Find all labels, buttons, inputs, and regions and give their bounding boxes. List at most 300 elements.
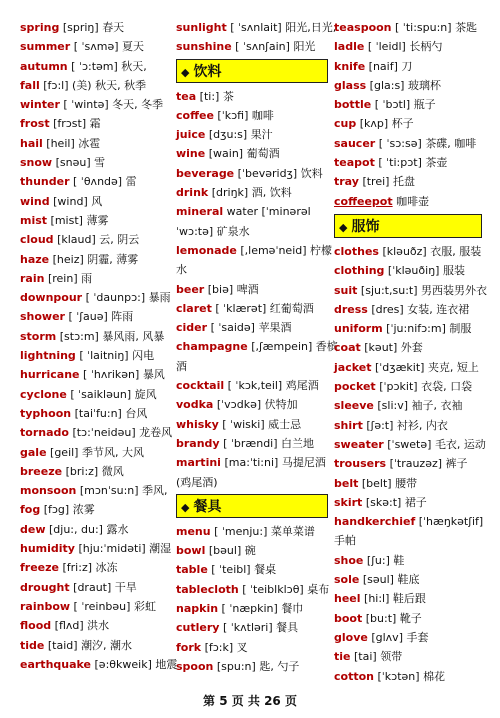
vocab-entry xyxy=(334,396,482,415)
phonetic: [taiˈfu:n] xyxy=(74,406,122,420)
phonetic: [ ˈbrændi] xyxy=(223,436,278,450)
vocab-entry xyxy=(334,261,482,280)
phonetic: [frɔst] xyxy=(53,117,87,131)
vocab-entry xyxy=(20,404,172,423)
chinese-meaning: 茶碟, 咖啡 xyxy=(425,136,477,150)
vocab-entry xyxy=(176,106,328,125)
phonetic: [ ˈkʌtləri] xyxy=(222,621,273,635)
chinese-meaning: 香槟 xyxy=(315,340,338,354)
chinese-meaning: 秋天, xyxy=(121,59,147,73)
diamond-icon: ◆ xyxy=(181,65,190,79)
phonetic: [ʃə:t] xyxy=(366,418,394,432)
english-word: whisky xyxy=(176,417,219,431)
english-word: sunshine xyxy=(176,40,232,54)
chinese-meaning: 雷 xyxy=(125,175,137,189)
chinese-meaning: 饮料 xyxy=(300,166,323,180)
phonetic: [ ˈteibl] xyxy=(211,563,251,577)
english-word: clothes xyxy=(334,244,379,258)
phonetic: [fɔ:l] xyxy=(43,78,69,92)
phonetic: [ ˈθʌndə] xyxy=(73,175,123,189)
chinese-meaning: 风 xyxy=(91,194,103,208)
chinese-meaning: 暴雨 xyxy=(148,291,171,305)
vocab-entry xyxy=(20,153,172,172)
english-word: beer xyxy=(176,282,205,296)
phonetic: [ˈtrauzəz] xyxy=(389,457,443,471)
english-word: knife xyxy=(334,59,366,73)
chinese-meaning: 洪水 xyxy=(87,619,110,633)
vocab-entry xyxy=(334,435,486,454)
english-word: pocket xyxy=(334,380,376,394)
english-word: sleeve xyxy=(334,399,374,413)
english-word: freeze xyxy=(20,561,59,575)
section-title: 饮料 xyxy=(193,63,222,80)
chinese-meaning: 衣袋, 口袋 xyxy=(421,380,473,394)
vocab-entry xyxy=(176,395,328,414)
phonetic: [ ˈwiski] xyxy=(222,417,265,431)
phonetic: [glʌv] xyxy=(371,630,403,644)
section-header-drinks xyxy=(176,59,328,83)
vocab-entry xyxy=(334,300,482,319)
chinese-meaning: 瓶子 xyxy=(413,98,436,112)
vocab-entry xyxy=(176,280,328,299)
vocab-entry xyxy=(20,211,172,230)
phonetic: [ ˈʃauə] xyxy=(68,310,108,324)
chinese-meaning: 鞋 xyxy=(393,553,405,567)
phonetic: [ ˈreinbəu] xyxy=(73,599,131,613)
english-word: glass xyxy=(334,78,367,92)
chinese-meaning: 衬衫, 内衣 xyxy=(396,418,448,432)
phonetic: [ˈkɔtən] xyxy=(377,669,420,683)
vocab-entry xyxy=(334,570,482,589)
english-word: teapot xyxy=(334,156,375,170)
english-word: fog xyxy=(20,503,41,517)
phonetic: [ˈpɔkit] xyxy=(379,380,418,394)
english-word: trousers xyxy=(334,457,387,471)
chinese-meaning: 白兰地 xyxy=(281,436,315,450)
chinese-meaning: 鞋底 xyxy=(397,573,420,587)
english-word: cider xyxy=(176,321,208,335)
chinese-meaning: 手套 xyxy=(406,630,429,644)
column-2 xyxy=(176,18,338,676)
vocab-entry xyxy=(20,18,172,37)
phonetic: [fɔ:k] xyxy=(204,640,234,654)
english-word: bowl xyxy=(176,544,206,558)
english-word: coat xyxy=(334,341,361,355)
english-word: suit xyxy=(334,283,358,297)
english-word: mineral xyxy=(176,205,224,219)
chinese-meaning: 衣服, 服装 xyxy=(430,244,482,258)
vocab-entry xyxy=(176,241,333,260)
chinese-meaning: 碗 xyxy=(244,544,256,558)
english-word: brandy xyxy=(176,436,220,450)
chinese-meaning: 咖啡 xyxy=(251,108,274,122)
english-word: tide xyxy=(20,638,45,652)
vocab-entry xyxy=(20,346,172,365)
english-word: hail xyxy=(20,136,43,150)
phonetic: [ʃu:] xyxy=(366,553,390,567)
phonetic: [skə:t] xyxy=(365,495,402,509)
vocab-entry xyxy=(176,260,328,279)
chinese-meaning: 杯子 xyxy=(391,117,414,131)
english-word: hurricane xyxy=(20,368,80,382)
phonetic: [mɔnˈsu:n] xyxy=(79,484,139,498)
phonetic: [ə:θkweik] xyxy=(94,657,152,671)
phonetic: [ ˈsʌnlait] xyxy=(230,21,282,34)
chinese-meaning: 棉花 xyxy=(423,669,446,683)
phonetic: [sju:t,su:t] xyxy=(360,283,418,297)
phonetic: [ˈkɔfi] xyxy=(217,108,249,122)
phonetic: [naif] xyxy=(368,59,398,73)
chinese-meaning: 露水 xyxy=(106,522,129,536)
english-word: coffee xyxy=(176,108,214,122)
chinese-meaning: 雨 xyxy=(81,271,93,285)
chinese-meaning: 潮汐, 潮水 xyxy=(81,638,133,652)
chinese-meaning: 玻璃杯 xyxy=(407,78,441,92)
phonetic: [ ˈnæpkin] xyxy=(221,602,278,616)
vocab-entry xyxy=(176,18,337,37)
chinese-meaning: 雪 xyxy=(94,156,106,170)
weather-continued-list xyxy=(176,18,337,57)
chinese-meaning: 餐具 xyxy=(276,621,299,635)
english-word: sunlight xyxy=(176,21,227,34)
phonetic: [ ˈsaidə] xyxy=(210,321,255,335)
vocab-entry xyxy=(176,522,328,541)
english-word: cup xyxy=(334,117,357,131)
english-word: martini xyxy=(176,456,221,470)
phonetic: [rein] xyxy=(47,271,78,285)
chinese-meaning: 阳光,日光, xyxy=(285,21,337,34)
vocab-entry xyxy=(20,481,172,500)
phonetic: [hi:l] xyxy=(364,592,390,606)
chinese-meaning: 茶匙 xyxy=(455,21,478,34)
phonetic: [ ˈsɔ:sə] xyxy=(378,136,422,150)
vocab-entry xyxy=(334,474,482,493)
chinese-meaning: 阴霾, 薄雾 xyxy=(87,252,139,266)
vocab-entry xyxy=(20,250,172,269)
vocab-entry xyxy=(334,76,482,95)
phonetic: [ ˈɔ:təm] xyxy=(71,59,118,73)
phonetic: [ ˈsaikləun] xyxy=(70,387,132,401)
vocab-entry xyxy=(20,616,172,635)
vocab-entry xyxy=(20,307,172,326)
drinks-list xyxy=(176,87,338,492)
phonetic: [heiz] xyxy=(52,252,84,266)
vocab-entry xyxy=(176,318,328,337)
phonetic: [ ˈteiblklɔθ] xyxy=(242,582,304,596)
vocab-entry xyxy=(176,453,328,472)
phonetic: [ ˈlaitniŋ] xyxy=(79,349,129,363)
english-word: bottle xyxy=(334,98,372,112)
vocab-entry xyxy=(20,76,172,95)
dining-list xyxy=(176,522,328,676)
vocab-entry xyxy=(334,242,482,261)
english-word: winter xyxy=(20,98,60,112)
phonetic: [ ˈsʌmə] xyxy=(73,40,119,54)
chinese-meaning: 服装 xyxy=(442,264,465,278)
english-word: coffeepot xyxy=(334,194,393,208)
chinese-meaning: 矿泉水 xyxy=(216,224,250,238)
english-word: handkerchief xyxy=(334,515,416,529)
chinese-meaning: 浓雾 xyxy=(72,503,95,517)
vocab-entry xyxy=(334,551,482,570)
phonetic: ˈwɔ:tə] xyxy=(176,224,214,238)
phonetic: [belt] xyxy=(361,476,392,490)
chinese-meaning: 手帕 xyxy=(334,534,356,548)
phonetic: [ ˈdaunpɔ:] xyxy=(85,291,146,305)
phonetic: [fɔg] xyxy=(43,503,70,517)
phonetic: [ˈswetə] xyxy=(387,437,432,451)
phonetic: [,leməˈneid] xyxy=(240,243,307,257)
phonetic: [bu:t] xyxy=(365,611,397,625)
phonetic: [kəut] xyxy=(364,341,398,355)
vocab-entry xyxy=(334,37,482,56)
vocab-entry xyxy=(334,134,482,153)
vocab-entry xyxy=(334,358,482,377)
chinese-meaning: 腰带 xyxy=(395,476,418,490)
vocab-entry xyxy=(176,580,328,599)
vocab-entry xyxy=(20,172,172,191)
phonetic: [bəul] xyxy=(208,544,242,558)
chinese-meaning: 阳光 xyxy=(293,40,316,54)
vocab-entry xyxy=(176,599,328,618)
chinese-meaning: 龙卷风 xyxy=(139,426,173,440)
vocab-entry xyxy=(20,539,172,558)
phonetic: [ti:] xyxy=(199,89,220,103)
english-word: vodka xyxy=(176,398,214,412)
vocab-entry xyxy=(20,192,172,211)
vocab-entry xyxy=(334,319,482,338)
chinese-meaning: 啤酒 xyxy=(236,282,259,296)
vocab-entry xyxy=(334,628,482,647)
chinese-meaning: 桌布 xyxy=(307,582,330,596)
vocab-entry xyxy=(20,597,172,616)
phonetic: [ˈbevəridʒ] xyxy=(237,166,298,180)
chinese-meaning: 季风, xyxy=(142,484,168,498)
column-3 xyxy=(334,18,488,686)
english-word: tea xyxy=(176,89,197,103)
vocab-entry xyxy=(20,500,172,519)
chinese-meaning: 鞋后跟 xyxy=(392,592,426,606)
chinese-meaning: 冰雹 xyxy=(78,136,101,150)
phonetic: [draut] xyxy=(73,580,112,594)
chinese-meaning: 霜 xyxy=(89,117,101,131)
english-word: tornado xyxy=(20,426,69,440)
chinese-meaning: 彩虹 xyxy=(133,599,156,613)
chinese-meaning: 地震 xyxy=(155,657,178,671)
chinese-meaning: 刀 xyxy=(401,59,413,73)
chinese-meaning: (鸡尾酒) xyxy=(176,475,218,489)
chinese-meaning: 暴风 xyxy=(142,368,165,382)
vocab-entry xyxy=(20,288,172,307)
chinese-meaning: 红葡萄酒 xyxy=(269,301,314,315)
english-word: saucer xyxy=(334,136,376,150)
chinese-meaning: 春天 xyxy=(102,21,125,34)
english-word: shower xyxy=(20,310,65,324)
vocab-entry xyxy=(20,385,172,404)
english-word: tie xyxy=(334,650,351,664)
chinese-meaning: 伏特加 xyxy=(264,398,298,412)
phonetic: [ ˈklærət] xyxy=(215,301,267,315)
chinese-meaning: 柠檬 xyxy=(310,243,333,257)
phonetic: [ˈdʒækit] xyxy=(374,360,425,374)
english-word: beverage xyxy=(176,166,235,180)
vocab-entry xyxy=(20,423,172,442)
phonetic: [snəu] xyxy=(55,156,91,170)
chinese-meaning: 马提尼酒 xyxy=(281,456,326,470)
phonetic: [ ˈti:spu:n] xyxy=(395,21,452,34)
diamond-icon: ◆ xyxy=(181,500,190,514)
phonetic: [ ˈsʌnʃain] xyxy=(235,40,290,54)
english-word: cotton xyxy=(334,669,374,683)
diamond-icon: ◆ xyxy=(339,220,348,234)
chinese-meaning: 餐桌 xyxy=(254,563,277,577)
english-word: frost xyxy=(20,117,50,131)
english-word: champagne xyxy=(176,340,248,354)
english-word: drought xyxy=(20,580,70,594)
chinese-meaning: 阵雨 xyxy=(111,310,134,324)
phonetic: [driŋk] xyxy=(211,186,249,200)
phonetic: [kləuðz] xyxy=(382,244,427,258)
phonetic: [heil] xyxy=(46,136,75,150)
phonetic: water [ˈminərəl xyxy=(226,205,311,219)
vocab-entry xyxy=(176,164,328,183)
vocab-entry xyxy=(334,377,482,396)
english-word: rain xyxy=(20,271,45,285)
english-word: wine xyxy=(176,147,206,161)
vocab-entry xyxy=(20,37,172,56)
vocab-entry xyxy=(334,172,482,191)
phonetic: [fri:z] xyxy=(62,561,93,575)
english-word: shirt xyxy=(334,418,363,432)
vocab-entry xyxy=(176,618,328,637)
vocab-entry xyxy=(334,512,482,531)
english-word: cocktail xyxy=(176,379,225,393)
phonetic: [sli:v] xyxy=(377,399,409,413)
section-title: 服饰 xyxy=(351,218,380,235)
chinese-meaning: 果汁 xyxy=(250,128,273,142)
chinese-meaning: 裤子 xyxy=(445,457,468,471)
tableware-list xyxy=(334,18,482,211)
vocab-entry xyxy=(176,415,328,434)
english-word: sweater xyxy=(334,437,384,451)
english-word: ladle xyxy=(334,40,365,54)
vocab-entry xyxy=(176,37,328,56)
english-word: thunder xyxy=(20,175,70,189)
vocab-entry xyxy=(20,636,172,655)
english-word: dress xyxy=(334,302,368,316)
chinese-meaning: 袖子, 衣袖 xyxy=(411,399,463,413)
english-word: fall xyxy=(20,78,40,92)
section-header-clothing xyxy=(334,214,482,238)
chinese-meaning: 长柄勺 xyxy=(409,40,443,54)
english-word: cyclone xyxy=(20,387,67,401)
phonetic: [dres] xyxy=(371,302,404,316)
chinese-meaning: 女装, 连衣裙 xyxy=(407,302,470,316)
chinese-meaning: 冰冻 xyxy=(95,561,118,575)
chinese-meaning: 靴子 xyxy=(399,611,422,625)
chinese-meaning: (美) 秋天, 秋季 xyxy=(72,78,147,92)
vocab-entry xyxy=(334,18,482,37)
phonetic: [tɔ:ˈneidəu] xyxy=(72,426,136,440)
english-word: haze xyxy=(20,252,50,266)
vocab-entry xyxy=(176,376,328,395)
chinese-meaning: 酒 xyxy=(176,359,187,373)
vocab-entry xyxy=(176,560,328,579)
vocab-entry xyxy=(334,589,482,608)
phonetic: [geil] xyxy=(50,445,79,459)
phonetic: [biə] xyxy=(207,282,234,296)
vocab-entry xyxy=(334,647,482,666)
vocab-entry xyxy=(20,443,172,462)
section-header-dining xyxy=(176,494,328,518)
english-word: storm xyxy=(20,329,57,343)
english-word: typhoon xyxy=(20,406,72,420)
english-word: napkin xyxy=(176,602,219,616)
vocab-entry xyxy=(176,541,328,560)
english-word: juice xyxy=(176,128,206,142)
chinese-meaning: 毛衣, 运动 xyxy=(434,437,486,451)
english-word: claret xyxy=(176,301,212,315)
vocab-entry xyxy=(176,357,328,376)
vocab-entry xyxy=(176,299,328,318)
vocab-entry xyxy=(20,269,172,288)
phonetic: [ ˈleidl] xyxy=(367,40,406,54)
phonetic: [taid] xyxy=(47,638,78,652)
english-word: dew xyxy=(20,522,46,536)
english-word: fork xyxy=(176,640,202,654)
phonetic: [dʒu:s] xyxy=(208,128,248,142)
chinese-meaning: 夹克, 短上 xyxy=(427,360,479,374)
phonetic: [mist] xyxy=(50,213,83,227)
phonetic: [ˈvɔdkə] xyxy=(216,398,262,412)
chinese-meaning: 闪电 xyxy=(132,349,155,363)
vocab-entry xyxy=(20,327,172,346)
chinese-meaning: 匙, 勺子 xyxy=(259,659,300,673)
vocab-entry xyxy=(334,454,482,473)
english-word: drink xyxy=(176,186,209,200)
phonetic: [kʌp] xyxy=(359,117,389,131)
chinese-meaning: 制服 xyxy=(449,322,472,336)
vocab-entry xyxy=(176,473,328,492)
chinese-meaning: 干旱 xyxy=(114,580,137,594)
chinese-meaning: 薄雾 xyxy=(86,213,109,227)
phonetic: [dju:, du:] xyxy=(49,522,103,536)
vocab-entry xyxy=(20,462,172,481)
english-word: summer xyxy=(20,40,71,54)
english-word: cloud xyxy=(20,233,54,247)
chinese-meaning: 菜单菜谱 xyxy=(270,524,315,538)
vocab-entry xyxy=(334,57,482,76)
vocab-entry xyxy=(176,125,328,144)
phonetic: [wind] xyxy=(53,194,88,208)
english-word: sole xyxy=(334,573,360,587)
english-word: skirt xyxy=(334,495,363,509)
chinese-meaning: 领带 xyxy=(380,650,403,664)
phonetic: [stɔ:m] xyxy=(59,329,99,343)
chinese-meaning: 苹果酒 xyxy=(258,321,292,335)
vocab-entry xyxy=(334,531,482,550)
vocab-entry xyxy=(20,365,172,384)
english-word: glove xyxy=(334,630,368,644)
phonetic: [tai] xyxy=(354,650,377,664)
phonetic: [flʌd] xyxy=(54,619,84,633)
english-word: boot xyxy=(334,611,363,625)
chinese-meaning: 冬天, 冬季 xyxy=(112,98,164,112)
english-word: cutlery xyxy=(176,621,220,635)
phonetic: [səul] xyxy=(362,573,394,587)
phonetic: [spriŋ] xyxy=(62,21,99,34)
vocab-entry xyxy=(334,281,488,300)
